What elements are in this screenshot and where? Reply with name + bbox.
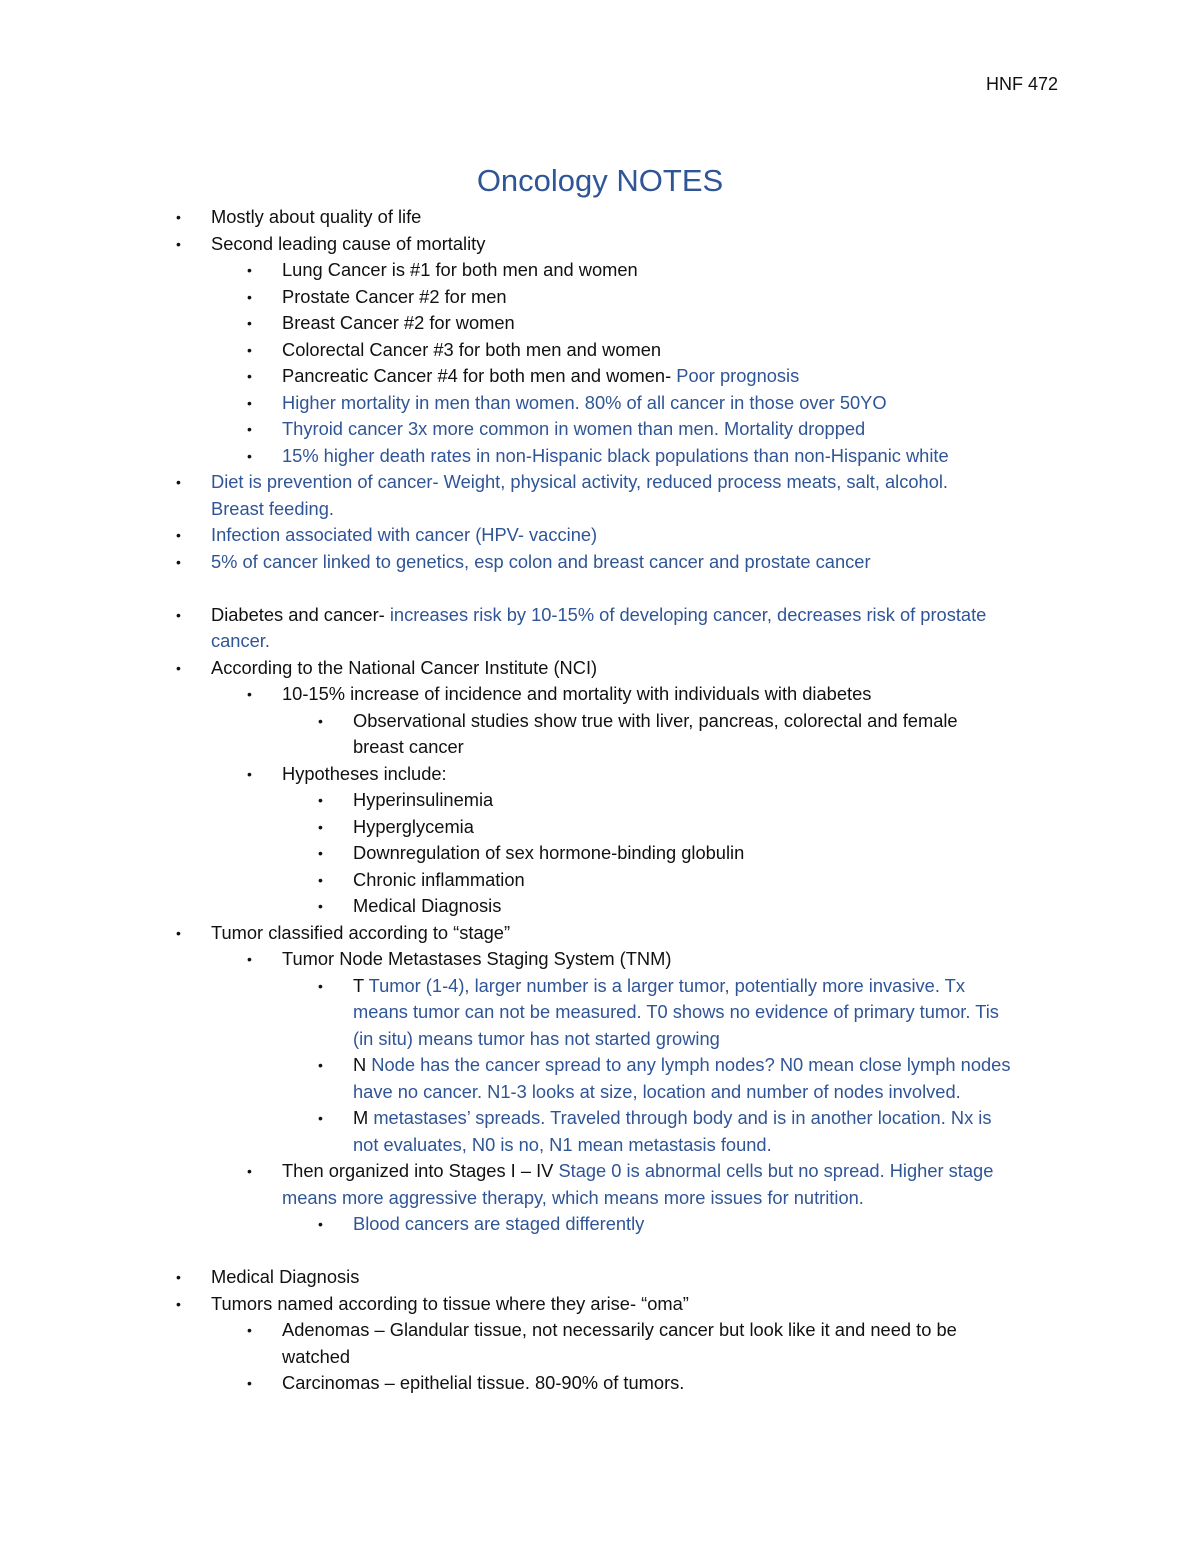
blank-line [0, 1238, 1200, 1265]
note-line [0, 1052, 1200, 1079]
note-text-segment: breast cancer [353, 736, 464, 757]
bullet-icon: • [318, 898, 323, 914]
note-text [282, 681, 871, 708]
note-text [353, 867, 525, 894]
note-text [211, 1264, 359, 1291]
note-text-segment: Medical Diagnosis [211, 1266, 360, 1287]
note-line [0, 840, 1200, 867]
note-text [282, 363, 799, 390]
blank-line [0, 575, 1200, 602]
note-text [353, 1026, 720, 1053]
note-line [0, 257, 1200, 284]
note-line [0, 549, 1200, 576]
note-text-segment: M [353, 1107, 374, 1128]
note-line [0, 814, 1200, 841]
note-text [211, 231, 485, 258]
bullet-icon: • [176, 1295, 181, 1312]
note-text [282, 257, 638, 284]
note-line [0, 867, 1200, 894]
note-text [211, 549, 871, 576]
note-text-segment: Hyperinsulinemia [353, 789, 494, 810]
note-text-segment: Pancreatic Cancer #4 for both men and women- [282, 365, 677, 386]
bullet-icon: • [247, 341, 252, 358]
note-text [282, 310, 515, 337]
note-text [353, 734, 464, 761]
note-text-segment: Diabetes and cancer- [211, 603, 390, 625]
note-text [282, 761, 447, 788]
note-text-segment: Node has the cancer spread to any lymph nodes? N0 mean close lymph nodes [371, 1054, 1011, 1075]
bullet-icon: • [247, 315, 252, 331]
bullet-icon: • [247, 447, 252, 464]
note-line [0, 284, 1200, 311]
note-text [353, 1052, 1010, 1079]
bullet-icon: • [318, 845, 323, 861]
note-text-segment: Breast Cancer #2 for women [282, 312, 515, 333]
note-text-segment: have no cancer. N1-3 looks at size, location and number of nodes involved. [353, 1080, 961, 1102]
note-text-segment: increases risk by 10-15% of developing cancer, decreases risk of prostate [389, 603, 987, 625]
note-line [0, 761, 1200, 788]
note-text [211, 204, 421, 231]
note-text-segment: According to the National Cancer Institute (NCI) [211, 656, 598, 678]
note-text [353, 708, 958, 735]
bullet-icon: • [247, 765, 252, 782]
bullet-icon: • [176, 924, 181, 941]
note-line [0, 1291, 1200, 1318]
note-text-segment: Blood cancers are staged differently [353, 1213, 645, 1234]
note-line [0, 1132, 1200, 1159]
note-line [0, 946, 1200, 973]
note-text [282, 416, 865, 443]
note-text-segment: Mostly about quality of life [211, 206, 422, 227]
note-text [282, 1185, 864, 1212]
bullet-icon: • [318, 871, 323, 888]
bullet-icon: • [318, 712, 323, 729]
note-text-segment: means more aggressive therapy, which means more issues for nutrition. [282, 1186, 864, 1208]
note-text-segment: Chronic inflammation [353, 868, 525, 890]
note-text [282, 1344, 350, 1371]
note-text-segment: (in situ) means tumor has not started growing [353, 1027, 720, 1049]
bullet-icon: • [318, 818, 323, 835]
note-text-segment: cancer. [211, 630, 270, 651]
bullet-icon: • [176, 1269, 181, 1285]
note-text-segment: Tumor Node Metastases Staging System (TNM) [282, 948, 672, 969]
note-text-segment: 15% higher death rates in non-Hispanic black populations than non-Hispanic white [282, 444, 949, 466]
note-line [0, 1185, 1200, 1212]
bullet-icon: • [318, 1057, 323, 1073]
note-text-segment: Colorectal Cancer #3 for both men and women [282, 338, 662, 360]
note-text [353, 787, 493, 814]
bullet-icon: • [176, 527, 181, 543]
note-line [0, 337, 1200, 364]
bullet-icon: • [247, 1375, 252, 1391]
note-text-segment: N [353, 1054, 372, 1075]
note-text [353, 999, 999, 1026]
note-text-segment: Observational studies show true with liver, pancreas, colorectal and female [353, 709, 958, 731]
note-text [282, 946, 671, 973]
note-text-segment: Tumor (1-4), larger number is a larger tumor, potentially more invasive. Tx [368, 974, 965, 996]
note-text-segment: Higher mortality in men than women. 80% of all cancer in those over 50YO [282, 391, 887, 413]
note-text [282, 337, 661, 364]
note-line [0, 310, 1200, 337]
note-line [0, 681, 1200, 708]
note-text [211, 522, 597, 549]
note-text-segment: Stage 0 is abnormal cells but no spread. Higher stage [558, 1160, 994, 1181]
note-text-segment: Thyroid cancer 3x more common in women than men. Mortality dropped [282, 418, 866, 439]
note-text-segment: Downregulation of sex hormone-binding globulin [353, 842, 745, 863]
note-text [353, 1211, 644, 1238]
note-line [0, 1158, 1200, 1185]
note-line [0, 204, 1200, 231]
note-line [0, 496, 1200, 523]
bullet-icon: • [176, 474, 181, 490]
note-text [282, 1370, 684, 1397]
note-line [0, 1211, 1200, 1238]
note-line [0, 443, 1200, 470]
note-text-segment: Prostate Cancer #2 for men [282, 285, 507, 307]
note-text-segment: watched [282, 1345, 351, 1367]
note-line [0, 973, 1200, 1000]
note-line [0, 999, 1200, 1026]
note-text [211, 920, 510, 947]
note-line [0, 1344, 1200, 1371]
note-text [211, 469, 948, 496]
note-text-segment: Second leading cause of mortality [211, 232, 486, 254]
note-text [282, 1158, 993, 1185]
note-text-segment: Carcinomas – epithelial tissue. 80-90% of tumors. [282, 1372, 685, 1393]
note-line [0, 231, 1200, 258]
note-line [0, 390, 1200, 417]
note-text [282, 284, 507, 311]
note-line [0, 734, 1200, 761]
note-line [0, 602, 1200, 629]
note-line [0, 787, 1200, 814]
note-line [0, 628, 1200, 655]
note-text-segment: means tumor can not be measured. T0 shows no evidence of primary tumor. Tis [353, 1001, 999, 1022]
bullet-icon: • [318, 792, 323, 808]
note-line [0, 1105, 1200, 1132]
bullet-icon: • [247, 262, 252, 278]
note-text-segment: Tumors named according to tissue where they arise- “oma” [211, 1292, 689, 1314]
note-text [282, 1317, 957, 1344]
note-line [0, 655, 1200, 682]
note-line [0, 920, 1200, 947]
note-text [353, 840, 744, 867]
note-text [211, 628, 270, 655]
note-line [0, 1317, 1200, 1344]
note-text [211, 602, 986, 629]
note-text-segment: Hypotheses include: [282, 762, 447, 784]
note-text-segment: T [353, 974, 369, 996]
note-text [353, 973, 965, 1000]
note-text [211, 496, 334, 523]
note-line [0, 893, 1200, 920]
note-text-segment: Breast feeding. [211, 497, 334, 519]
bullet-icon: • [247, 1163, 252, 1179]
bullet-icon: • [247, 368, 252, 384]
note-text-segment: Then organized into Stages I – IV [282, 1160, 559, 1181]
bullet-icon: • [247, 686, 252, 702]
note-text-segment: Lung Cancer is #1 for both men and women [282, 259, 638, 280]
note-text [353, 1105, 992, 1132]
page-title: Oncology NOTES [476, 163, 724, 198]
bullet-icon: • [176, 606, 181, 623]
bullet-icon: • [318, 977, 323, 994]
note-text-segment: Adenomas – Glandular tissue, not necessarily cancer but look like it and need to be [282, 1319, 957, 1340]
note-text [353, 814, 474, 841]
note-line [0, 416, 1200, 443]
note-text-segment: 5% of cancer linked to genetics, esp colon and breast cancer and prostate cancer [211, 550, 871, 572]
note-line [0, 522, 1200, 549]
note-text-segment: 10-15% increase of incidence and mortality with individuals with diabetes [282, 683, 872, 704]
note-line [0, 363, 1200, 390]
note-line [0, 1264, 1200, 1291]
bullet-icon: • [247, 421, 252, 437]
bullet-icon: • [247, 951, 252, 967]
note-text [282, 390, 887, 417]
note-text-segment: metastases’ spreads. Traveled through body and is in another location. Nx is [373, 1107, 992, 1128]
bullet-icon: • [176, 553, 181, 570]
note-text-segment: Diet is prevention of cancer- Weight, physical activity, reduced process meats, salt, alcohol. [211, 471, 948, 492]
note-text-segment: Tumor classified according to “stage” [211, 921, 511, 943]
note-text-segment: not evaluates, N0 is no, N1 mean metastasis found. [353, 1133, 772, 1155]
note-line [0, 1079, 1200, 1106]
notes-list [0, 204, 1200, 1397]
note-text-segment: Infection associated with cancer (HPV- vaccine) [211, 524, 598, 545]
note-text-segment: Hyperglycemia [353, 815, 474, 837]
bullet-icon: • [247, 288, 252, 305]
note-text [353, 1132, 772, 1159]
bullet-icon: • [247, 394, 252, 411]
note-line [0, 1370, 1200, 1397]
bullet-icon: • [318, 1216, 323, 1232]
note-text-segment: Medical Diagnosis [353, 895, 502, 916]
note-text-segment: Poor prognosis [676, 365, 800, 386]
note-text [211, 1291, 689, 1318]
note-text [353, 1079, 961, 1106]
bullet-icon: • [176, 209, 181, 225]
note-line [0, 1026, 1200, 1053]
bullet-icon: • [247, 1322, 252, 1338]
course-header: HNF 472 [985, 74, 1058, 94]
note-text [282, 443, 949, 470]
note-text [353, 893, 501, 920]
bullet-icon: • [176, 659, 181, 676]
note-text [211, 655, 597, 682]
note-line [0, 708, 1200, 735]
note-line [0, 469, 1200, 496]
bullet-icon: • [176, 235, 181, 252]
bullet-icon: • [318, 1110, 323, 1126]
